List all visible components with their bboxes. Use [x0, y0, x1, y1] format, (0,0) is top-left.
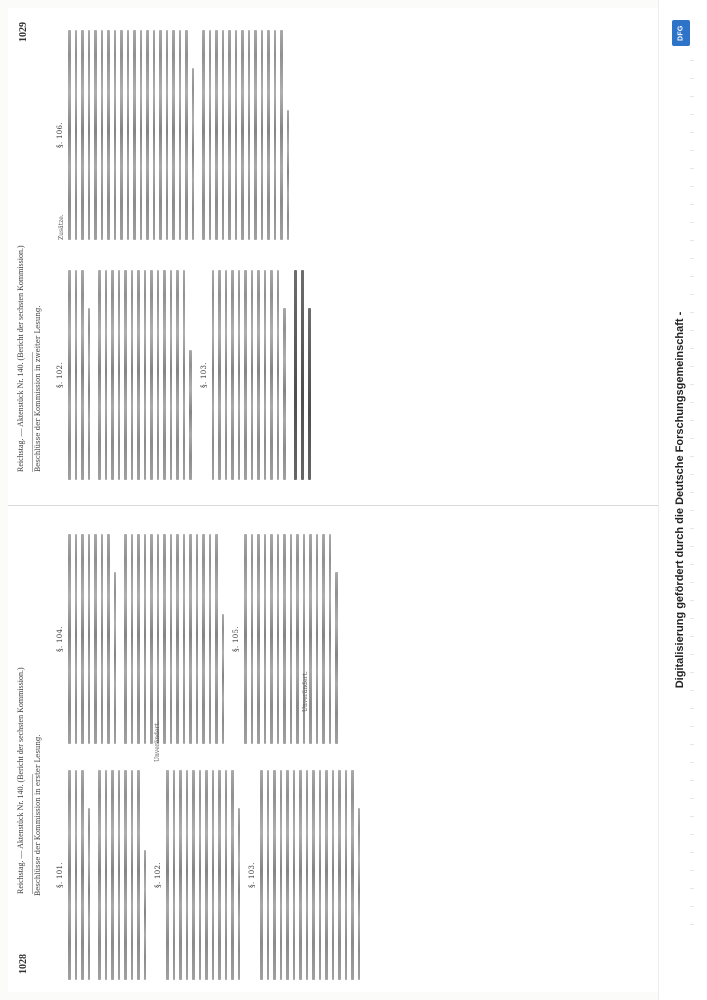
- paragraph-102-right-continued: [98, 270, 192, 480]
- paragraph-102-body: [166, 770, 240, 980]
- paragraph-102-title-right: §. 102.: [56, 362, 64, 388]
- paragraph-101-body: [68, 770, 90, 980]
- paragraph-103-title: §. 103.: [248, 862, 256, 888]
- paragraph-103-right-body: [212, 270, 286, 480]
- top-rule-left: [32, 774, 33, 894]
- margin-note-3: Zusätze.: [58, 214, 65, 240]
- left-page-column-2: [48, 534, 648, 744]
- left-running-head-text: Reichstag. — Aktenstück Nr. 140.: [16, 784, 25, 894]
- left-running-head-subtext: (Bericht der sechsten Kommission.): [16, 667, 25, 783]
- scanned-document-spread: [8, 8, 658, 992]
- paragraph-106-title: §. 106.: [56, 122, 64, 148]
- paragraph-101-continued: [98, 770, 146, 980]
- paragraph-105-body: [244, 534, 338, 744]
- dfg-credit-sidebar: [658, 0, 707, 1000]
- top-rule-right: [32, 352, 33, 472]
- right-page-column-2: [48, 30, 648, 240]
- right-running-head: [16, 245, 25, 472]
- paragraph-104-title: §. 104.: [56, 626, 64, 652]
- right-page-number: 1029: [18, 22, 29, 42]
- left-page-column-1: [48, 770, 648, 980]
- left-page-number: 1028: [18, 954, 29, 974]
- right-running-head-text: Reichstag. — Aktenstück Nr. 140.: [16, 362, 25, 472]
- paragraph-101-title: §. 101.: [56, 862, 64, 888]
- margin-note-2: Unverändert.: [302, 671, 309, 712]
- left-section-title: Beschlüsse der Kommission in erster Lesung.: [34, 734, 42, 896]
- paragraph-103-title-right: §. 103.: [199, 362, 208, 388]
- rotated-spread: [8, 8, 658, 992]
- dfg-credit-text: Digitalisierung gefördert durch die Deutsche Forschungsgemeinschaft -: [674, 311, 686, 689]
- right-page-column-1: [48, 270, 648, 480]
- paragraph-104-body: [68, 534, 116, 744]
- paragraph-102-right-body: [68, 270, 90, 480]
- paragraph-103-body: [260, 770, 360, 980]
- page-divider: [8, 505, 658, 506]
- left-running-head: [16, 667, 25, 894]
- dfg-badge: DFG: [672, 20, 690, 46]
- paragraph-105-title: §. 105.: [232, 626, 240, 652]
- right-section-title: Beschlüsse der Kommission in zweiter Lesung.: [34, 305, 42, 472]
- right-running-head-subtext: (Bericht der sechsten Kommission.): [16, 245, 25, 361]
- paragraph-103-right-bold: [294, 270, 311, 480]
- paragraph-106-continued: [202, 30, 289, 240]
- credit-ticks: [690, 60, 694, 940]
- paragraph-106-body: [68, 30, 194, 240]
- paragraph-102-title: §. 102.: [154, 862, 162, 888]
- paragraph-104-continued: [124, 534, 224, 744]
- margin-note-1: Unverändert.: [154, 721, 161, 762]
